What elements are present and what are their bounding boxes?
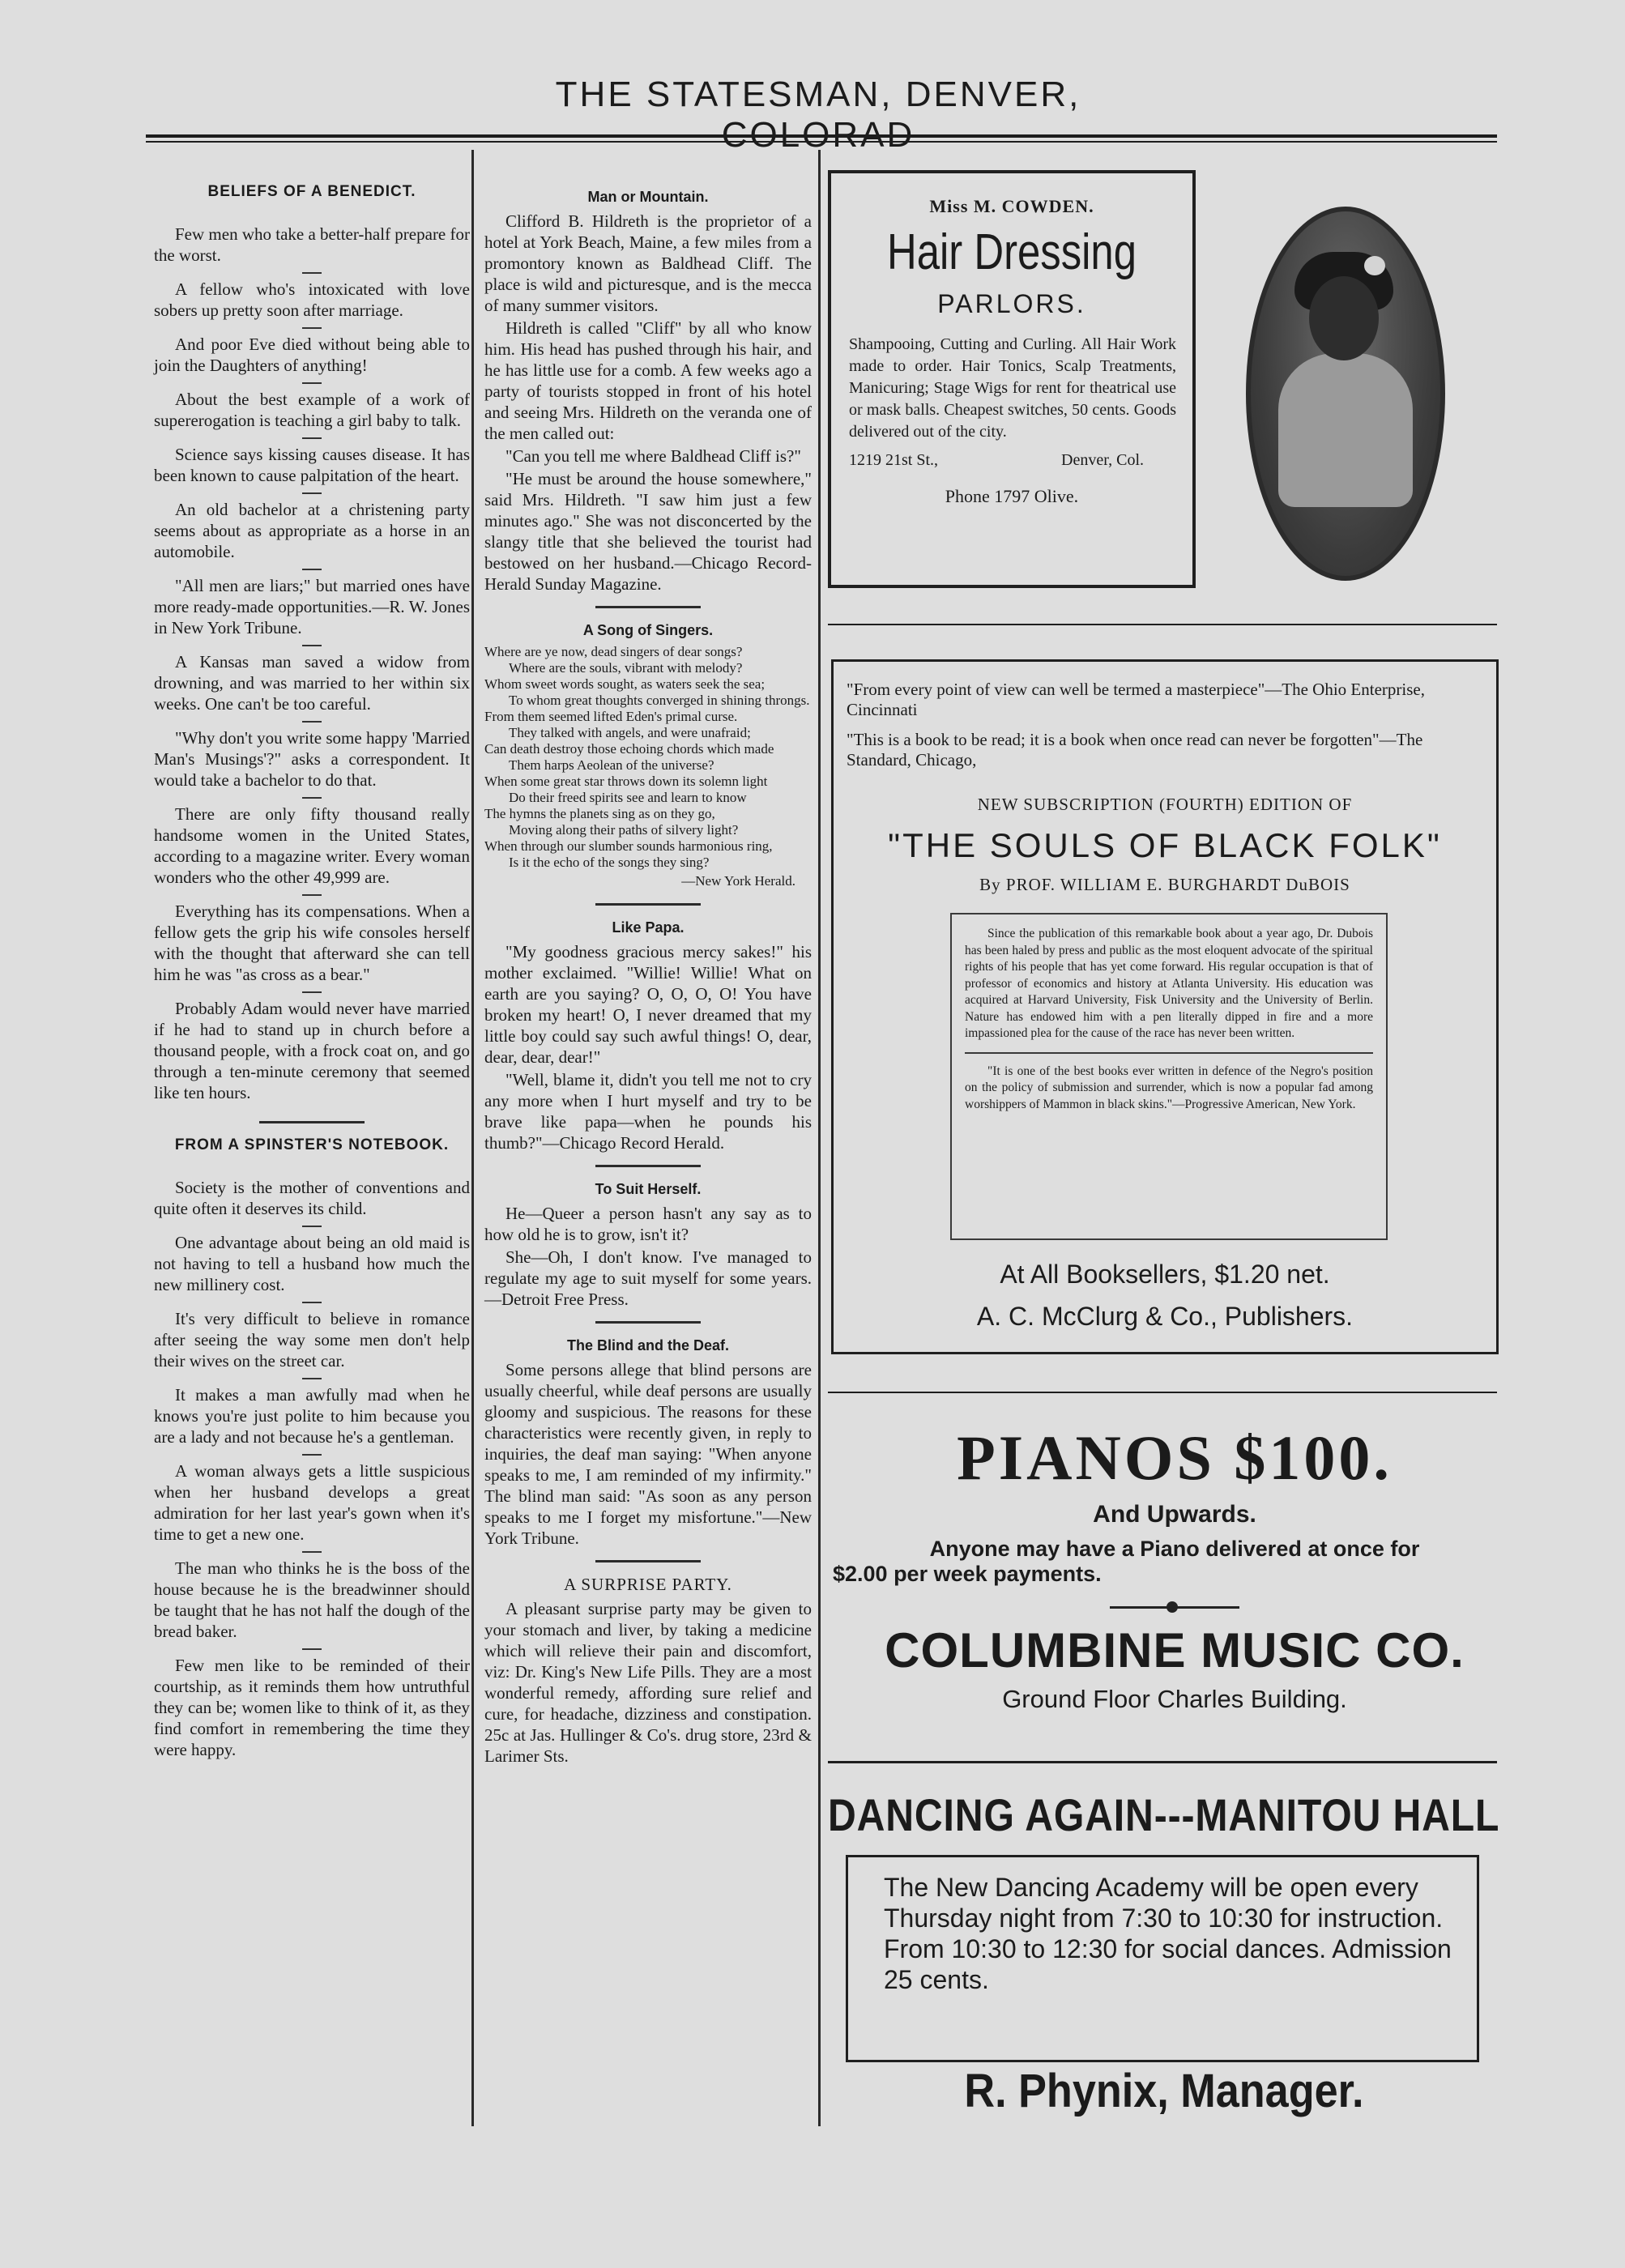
dance-body: The New Dancing Academy will be open every Thursday night from 7:30 to 10:30 for instruction. From 10:30 to 12:30 for social dances. Admission 25 cents. xyxy=(884,1873,1452,1994)
paragraph: A Kansas man saved a widow from drowning, and was married to her within six weeks. One can't be too careful. xyxy=(154,652,470,714)
hair-ad-city: Denver, Col. xyxy=(1061,451,1144,469)
column-two xyxy=(484,177,812,1768)
piano-line-1: Anyone may have a Piano delivered at once for xyxy=(929,1537,1420,1561)
hair-ad-address-line xyxy=(849,451,1176,470)
book-description: Since the publication of this remarkable book about a year ago, Dr. Dubois has been haled by press and public as the most eloquent advocate of the spiritual rights of his people that has yet come forward. His regular occupation is that of professor of economics and history at Atlanta University. His education was acquired at Harvard University, Fisk University and the University of Berlin. Nature has endowed him with a pen literally dipped in fire and a more impassioned plea for the cause of the race has never been written. xyxy=(965,927,1373,1040)
surprise-title: A SURPRISE PARTY. xyxy=(564,1575,732,1594)
item-dash xyxy=(302,991,322,993)
masthead-rule-thin xyxy=(146,141,1497,143)
souls-of-black-folk-ad xyxy=(831,659,1499,1354)
poem-line: Is it the echo of the songs they sing? xyxy=(509,855,710,870)
paragraph: Everything has its compensations. When a fellow gets the grip his wife consoles herself with the thought that afterward she can tell him he was "as cross as a bear." xyxy=(154,902,470,984)
dance-headline: DANCING AGAIN---MANITOU HALL xyxy=(828,1789,1500,1840)
item-dash xyxy=(302,1454,322,1456)
book-publisher: A. C. McClurg & Co., Publishers. xyxy=(976,1302,1354,1331)
column-divider-1 xyxy=(471,150,474,2126)
item-dash xyxy=(302,327,322,329)
book-author: By PROF. WILLIAM E. BURGHARDT DuBOIS xyxy=(979,875,1350,894)
poem-line: They talked with angels, and were unafraid; xyxy=(509,725,751,740)
benedict-items xyxy=(154,224,470,1103)
poem-line: From them seemed lifted Eden's primal curse. xyxy=(484,709,738,724)
paragraph: Science says kissing causes disease. It has been known to cause palpitation of the heart. xyxy=(154,445,470,485)
item-dash xyxy=(302,437,322,439)
portrait-photo xyxy=(1246,207,1445,581)
piano-line-2: $2.00 per week payments. xyxy=(833,1562,1102,1586)
paragraph: An old bachelor at a christening party seems about as appropriate as a horse in an automobile. xyxy=(154,500,470,561)
paragraph: Probably Adam would never have married if he had to stand up in church before a thousand people, with a frock coat on, and go through a ten-minute ceremony that seemed like ten hours. xyxy=(154,999,470,1102)
item-dash xyxy=(302,1378,322,1379)
surprise-article xyxy=(484,1598,812,1767)
poem-line: When through our slumber sounds harmonious ring, xyxy=(484,838,773,854)
mountain-article xyxy=(484,211,812,595)
hair-ad-phone: Phone 1797 Olive. xyxy=(945,486,1079,506)
piano-headline: PIANOS $100. xyxy=(957,1422,1393,1493)
paragraph: Few men who take a better-half prepare for the worst. xyxy=(154,224,470,265)
item-dash xyxy=(302,645,322,646)
piano-sub: And Upwards. xyxy=(1093,1501,1256,1528)
paragraph: It's very difficult to believe in romance after seeing the way some men don't help their wives on the street car. xyxy=(154,1309,470,1371)
poem-line: When some great star throws down its solemn light xyxy=(484,774,768,789)
spinster-items xyxy=(154,1177,470,1760)
paragraph: A fellow who's intoxicated with love sobers up pretty soon after marriage. xyxy=(154,279,470,320)
item-dash xyxy=(302,1302,322,1303)
poem-line: Them harps Aeolean of the universe? xyxy=(509,757,714,773)
paragraph: She—Oh, I don't know. I've managed to regulate my age to suit myself for some years.—Detroit Free Press. xyxy=(484,1247,812,1309)
ad-divider xyxy=(828,1761,1497,1763)
hair-ad-body: Shampooing, Cutting and Curling. All Hair Work made to order. Hair Tonics, Scalp Treatments, Manicuring; Stage Wigs for rent for theatrical use or mask balls. Cheapest switches, 50 cents. Goods delivered out of the city. xyxy=(849,335,1176,441)
poem-line: Moving along their paths of silvery light? xyxy=(509,822,739,838)
item-dash xyxy=(302,272,322,274)
paragraph: About the best example of a work of supererogation is teaching a girl baby to talk. xyxy=(154,390,470,430)
poem-line: Do their freed spirits see and learn to know xyxy=(509,790,747,805)
book-quote-1: "From every point of view can well be termed a masterpiece"—The Ohio Enterprise, Cincinnati xyxy=(847,680,1425,719)
item-dash xyxy=(302,1226,322,1227)
book-quote-2: "This is a book to be read; it is a book when once read can never be forgotten"—The Standard, Chicago, xyxy=(847,730,1423,770)
blind-title: The Blind and the Deaf. xyxy=(566,1337,729,1354)
book-price: At All Booksellers, $1.20 net. xyxy=(1000,1260,1330,1289)
section-separator xyxy=(595,1321,701,1324)
paragraph: Society is the mother of conventions and quite often it deserves its child. xyxy=(154,1178,470,1218)
song-credit: —New York Herald. xyxy=(681,873,795,889)
hair-dressing-ad xyxy=(828,170,1196,588)
item-dash xyxy=(302,569,322,570)
item-dash xyxy=(302,721,322,723)
piano-address: Ground Floor Charles Building. xyxy=(1002,1685,1347,1713)
poem-line: Where are the souls, vibrant with melody? xyxy=(509,660,743,676)
paragraph: There are only fifty thousand really handsome women in the United States, according to a magazine writer. Every woman wonders who the other 49,999 are. xyxy=(154,804,470,887)
poem-line: Whom sweet words sought, as waters seek the sea; xyxy=(484,676,766,692)
paragraph: The man who thinks he is the boss of the house because he is the breadwinner should be taught that he has not half the dough of the bread baker. xyxy=(154,1558,470,1641)
poem-line: To whom great thoughts converged in shining throngs. xyxy=(509,693,810,708)
hair-ad-name: Miss M. COWDEN. xyxy=(929,196,1094,216)
book-title: "THE SOULS OF BLACK FOLK" xyxy=(888,826,1442,864)
paragraph: "He must be around the house somewhere," said Mrs. Hildreth. "I saw him just a few minutes ago." She was not disconcerted by the slangy title that she believed the tourist had bestowed on her husband.—Chicago Record-Herald Sunday Magazine. xyxy=(484,469,812,594)
section-separator xyxy=(595,606,701,608)
paragraph: "Can you tell me where Baldhead Cliff is?" xyxy=(505,446,801,466)
paragraph: Hildreth is called "Cliff" by all who know him. His head has pushed through his hair, and he has little use for a comb. A few weeks ago a party of tourists stopped in front of his hotel and seeing Mrs. Hildreth on the veranda one of the men called out: xyxy=(484,318,812,443)
paragraph: He—Queer a person hasn't any say as to how old he is to grow, isn't it? xyxy=(484,1204,812,1244)
item-dash xyxy=(302,382,322,384)
book-edition: NEW SUBSCRIPTION (FOURTH) EDITION OF xyxy=(977,795,1353,814)
section-separator xyxy=(595,1560,701,1562)
masthead-rule xyxy=(146,134,1497,138)
suit-article xyxy=(484,1203,812,1310)
item-dash xyxy=(302,1648,322,1650)
section-separator xyxy=(259,1121,365,1123)
mountain-title: Man or Mountain. xyxy=(587,189,709,205)
piano-company: COLUMBINE MUSIC CO. xyxy=(885,1623,1465,1678)
papa-article xyxy=(484,941,812,1153)
hair-ad-subtitle: PARLORS. xyxy=(937,289,1086,318)
paragraph: Few men like to be reminded of their courtship, as it reminds them how untruthful they can be; women like to think of it, as they find comfort in remembering the time they were happy. xyxy=(154,1656,470,1759)
masthead: THE STATESMAN, DENVER, COLORAD xyxy=(555,75,1081,155)
column-one xyxy=(154,177,470,1778)
item-dash xyxy=(302,1551,322,1553)
paragraph: It makes a man awfully mad when he knows you're just polite to him because you are a lady and not because he's a gentleman. xyxy=(154,1385,470,1447)
ornamental-rule xyxy=(1110,1605,1239,1609)
section-separator xyxy=(595,903,701,906)
poem-line: Can death destroy those echoing chords which made xyxy=(484,741,774,757)
song-title: A Song of Singers. xyxy=(582,622,714,638)
blind-article xyxy=(484,1359,812,1549)
song-poem xyxy=(484,644,812,871)
paragraph: "Well, blame it, didn't you tell me not to cry any more when I hurt myself and try to be brave like papa—when he pounds his thumb?"—Chicago Record Herald. xyxy=(484,1070,812,1153)
pianos-ad xyxy=(826,1422,1523,1714)
heading-spinsters-notebook: FROM A SPINSTER'S NOTEBOOK. xyxy=(174,1136,450,1153)
dance-manager: R. Phynix, Manager. xyxy=(964,2065,1364,2117)
paragraph: A pleasant surprise party may be given to your stomach and liver, by taking a medicine which will relieve their pain and discomfort, viz: Dr. King's New Life Pills. They are a most wonderful remedy, affording sure relief and cure, for headache, dizziness and constipation. 25c at Jas. Hullinger & Co's. drug store, 23rd & Larimer Sts. xyxy=(484,1599,812,1766)
papa-title: Like Papa. xyxy=(612,919,685,936)
paragraph: Clifford B. Hildreth is the proprietor of a hotel at York Beach, Maine, a few miles from a promontory known as Baldhead Cliff. The place is wild and picturesque, and is the mecca of many summer visitors. xyxy=(484,211,812,315)
paragraph: "All men are liars;" but married ones have more ready-made opportunities.—R. W. Jones in New York Tribune. xyxy=(154,576,470,637)
section-separator xyxy=(595,1165,701,1167)
dance-box xyxy=(846,1855,1479,2062)
paragraph: "My goodness gracious mercy sakes!" his mother exclaimed. "Willie! Willie! What on earth are you saying? O, O, O, O! You have broken my heart! O, I never dreamed that my little boy could say such awful things! O, dear, dear, dear, dear!" xyxy=(484,942,812,1067)
paragraph: And poor Eve died without being able to join the Daughters of anything! xyxy=(154,335,470,375)
item-dash xyxy=(302,492,322,494)
hair-ad-title: Hair Dressing xyxy=(887,224,1137,280)
paragraph: One advantage about being an old maid is not having to tell a husband how much the new millinery cost. xyxy=(154,1233,470,1294)
ad-divider xyxy=(828,1392,1497,1393)
poem-line: Where are ye now, dead singers of dear songs? xyxy=(484,644,743,659)
paragraph: A woman always gets a little suspicious when her husband develops a great admiration for her last year's gown when it's time to get a new one. xyxy=(154,1461,470,1544)
poem-line: The hymns the planets sing as on they go, xyxy=(484,806,715,821)
ad-divider xyxy=(828,624,1497,625)
paragraph: "Why don't you write some happy 'Married Man's Musings'?" asks a correspondent. It would take a bachelor to do that. xyxy=(154,728,470,790)
hair-ad-address: 1219 21st St., xyxy=(849,451,939,469)
column-divider-2 xyxy=(818,150,821,2126)
book-description-box xyxy=(950,913,1388,1240)
heading-beliefs-of-a-benedict: BELIEFS OF A BENEDICT. xyxy=(207,183,416,200)
paragraph: Some persons allege that blind persons are usually cheerful, while deaf persons are usually gloomy and suspicious. The reasons for these characteristics were recently given, in reply to inquiries, the deaf man saying: "When anyone speaks to me, I am reminded of my infirmity." The blind man said: "As soon as any person speaks to me I forget my misfortune."—New York Tribune. xyxy=(484,1360,812,1548)
book-review-quote: "It is one of the best books ever written in defence of the Negro's position on the policy of submission and surrender, which is now a popular fad among worshippers of Mammon in black skins."—Progressive American, New York. xyxy=(965,1064,1373,1111)
suit-title: To Suit Herself. xyxy=(595,1181,702,1197)
item-dash xyxy=(302,797,322,799)
item-dash xyxy=(302,894,322,896)
